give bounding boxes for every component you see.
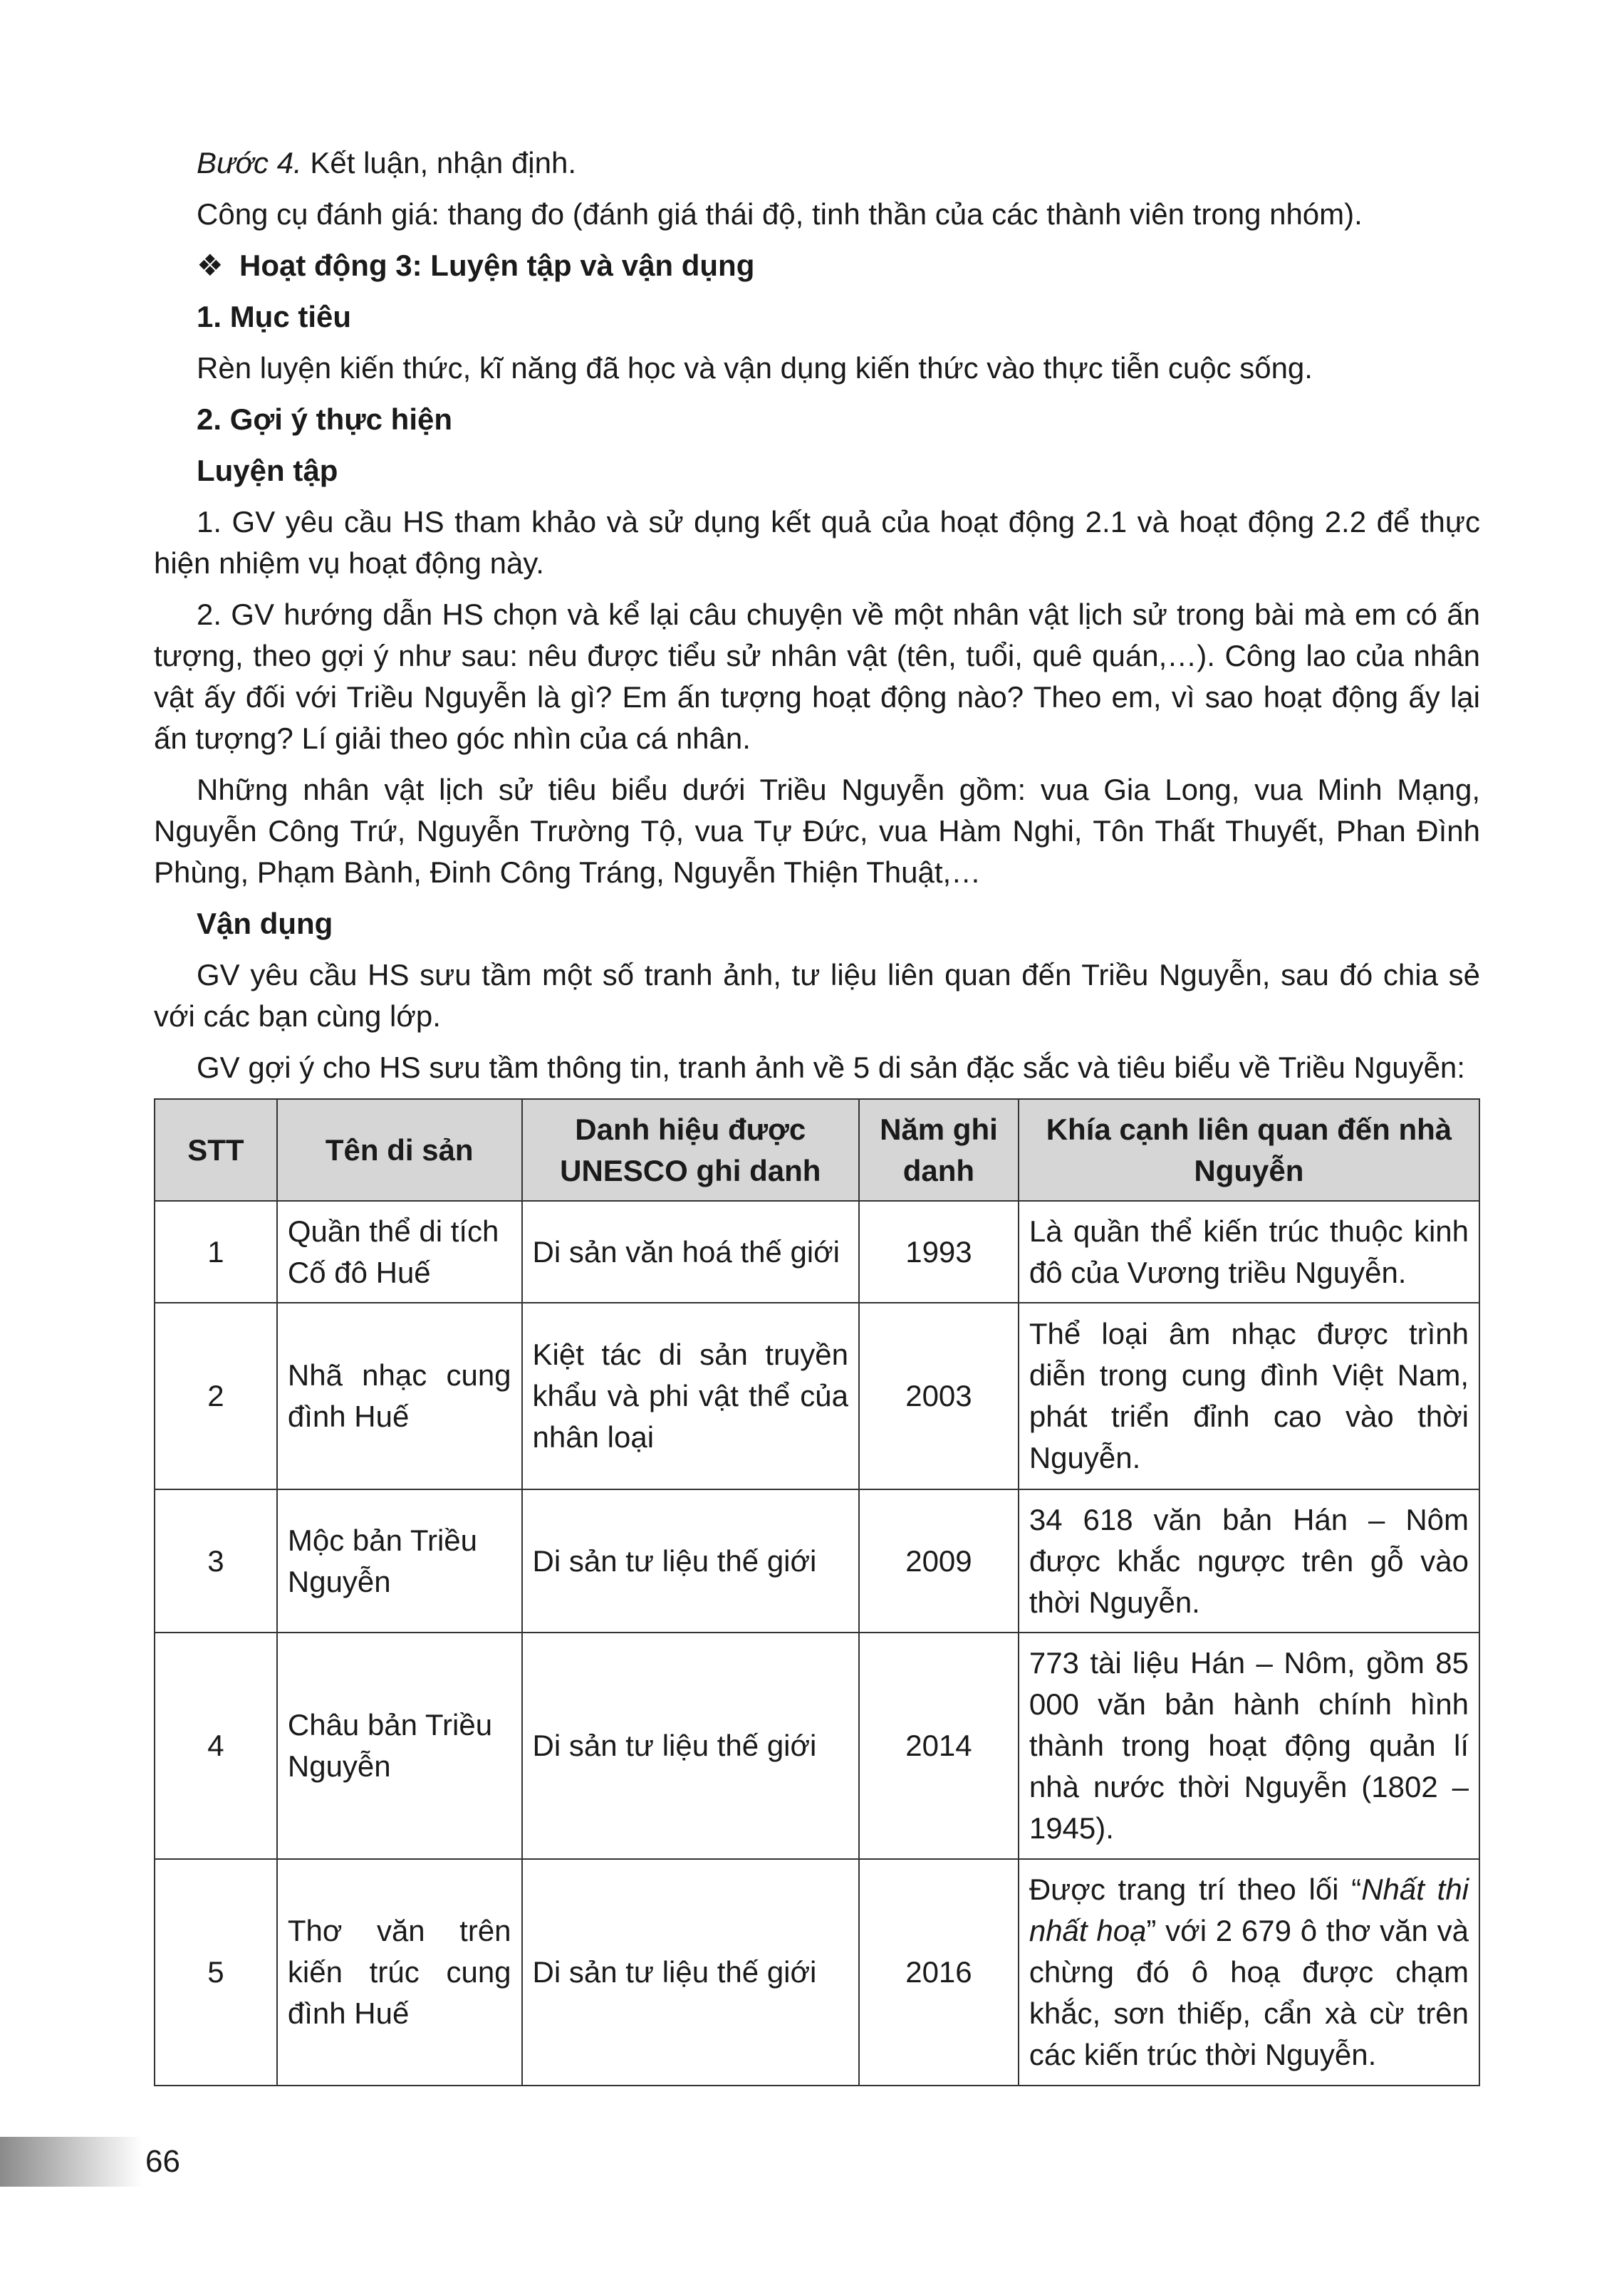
- aspect-text-italic: Nhất thi nhất hoạ: [1029, 1873, 1469, 1947]
- page-number: 66: [145, 2144, 180, 2179]
- cell-stt: 4: [155, 1633, 277, 1859]
- heritage-table: [154, 1098, 1480, 2086]
- cell-aspect: 34 618 văn bản Hán – Nôm được khắc ngược trên gỗ vào thời Nguyễn.: [1019, 1489, 1479, 1633]
- cell-stt: 2: [155, 1303, 277, 1489]
- table-row: [155, 1489, 1479, 1633]
- practice-heading: Luyện tập: [197, 454, 338, 487]
- cell-stt: 1: [155, 1201, 277, 1303]
- cell-year: 2009: [859, 1489, 1019, 1633]
- cell-year: 1993: [859, 1201, 1019, 1303]
- apply-item-2: GV gợi ý cho HS sưu tầm thông tin, tranh ảnh về 5 di sản đặc sắc và tiêu biểu về Triều Nguyễn:: [197, 1051, 1465, 1084]
- table-row: [155, 1859, 1479, 2086]
- activity-heading-text: Hoạt động 3: Luyện tập và vận dụng: [239, 249, 755, 282]
- header-aspect: Khía cạnh liên quan đến nhà Nguyễn: [1019, 1099, 1479, 1201]
- practice-item-2: 2. GV hướng dẫn HS chọn và kể lại câu chuyện về một nhân vật lịch sử trong bài mà em có ấn tượng, theo gợi ý như sau: nêu được tiểu sử nhân vật (tên, tuổi, quê quán,…). Công lao của nhân vật ấy đối với Triều Nguyễn là gì? Em ấn tượng hoạt động nào? Theo em, vì sao hoạt động ấy lại ấn tượng? Lí giải theo góc nhìn của cá nhân.: [154, 598, 1480, 755]
- diamond-bullet-icon: ❖: [197, 249, 224, 282]
- cell-aspect: [1019, 1859, 1479, 2086]
- cell-name: Châu bản Triều Nguyễn: [277, 1633, 522, 1859]
- table-row: [155, 1303, 1479, 1489]
- cell-title: Di sản tư liệu thế giới: [522, 1859, 859, 2086]
- step-text: Kết luận, nhận định.: [301, 146, 577, 179]
- cell-aspect: 773 tài liệu Hán – Nôm, gồm 85 000 văn bản hành chính hình thành trong hoạt động quản lí nhà nước thời Nguyễn (1802 – 1945).: [1019, 1633, 1479, 1859]
- header-stt: STT: [155, 1099, 277, 1201]
- cell-aspect: Thể loại âm nhạc được trình diễn trong cung đình Việt Nam, phát triển đỉnh cao vào thời Nguyễn.: [1019, 1303, 1479, 1489]
- step-label: Bước 4.: [197, 146, 302, 179]
- cell-title: Di sản văn hoá thế giới: [522, 1201, 859, 1303]
- suggest-heading: 2. Gợi ý thực hiện: [197, 402, 453, 436]
- practice-item-1: 1. GV yêu cầu HS tham khảo và sử dụng kết quả của hoạt động 2.1 và hoạt động 2.2 để thực hiện nhiệm vụ hoạt động này.: [154, 505, 1480, 580]
- header-year: Năm ghi danh: [859, 1099, 1019, 1201]
- table-row: [155, 1201, 1479, 1303]
- cell-stt: 3: [155, 1489, 277, 1633]
- header-name: Tên di sản: [277, 1099, 522, 1201]
- cell-title: Di sản tư liệu thế giới: [522, 1489, 859, 1633]
- cell-stt: 5: [155, 1859, 277, 2086]
- cell-year: 2016: [859, 1859, 1019, 2086]
- cell-name: Mộc bản Triều Nguyễn: [277, 1489, 522, 1633]
- activity-heading: [154, 245, 1480, 286]
- page-content: [154, 142, 1480, 2086]
- cell-year: 2014: [859, 1633, 1019, 1859]
- assessment-tool: Công cụ đánh giá: thang đo (đánh giá thái độ, tinh thần của các thành viên trong nhóm).: [197, 197, 1363, 231]
- apply-item-1: GV yêu cầu HS sưu tầm một số tranh ảnh, tư liệu liên quan đến Triều Nguyễn, sau đó chia sẻ với các bạn cùng lớp.: [154, 958, 1480, 1033]
- header-title: Danh hiệu được UNESCO ghi danh: [522, 1099, 859, 1201]
- apply-heading: Vận dụng: [197, 907, 333, 940]
- aspect-text-post: ” với 2 679 ô thơ văn và chừng đó ô hoạ được chạm khắc, sơn thiếp, cẩn xà cừ trên các kiến trúc thời Nguyễn.: [1029, 1914, 1469, 2071]
- goal-heading: 1. Mục tiêu: [197, 300, 352, 333]
- cell-name: Nhã nhạc cung đình Huế: [277, 1303, 522, 1489]
- table-header-row: [155, 1099, 1479, 1201]
- cell-year: 2003: [859, 1303, 1019, 1489]
- historical-figures: Những nhân vật lịch sử tiêu biểu dưới Triều Nguyễn gồm: vua Gia Long, vua Minh Mạng, Nguyễn Công Trứ, Nguyễn Trường Tộ, vua Tự Đức, vua Hàm Nghi, Tôn Thất Thuyết, Phan Đình Phùng, Phạm Bành, Đinh Công Tráng, Nguyễn Thiện Thuật,…: [154, 773, 1480, 889]
- page-number-bar: [0, 2137, 142, 2187]
- cell-aspect: Là quần thể kiến trúc thuộc kinh đô của Vương triều Nguyễn.: [1019, 1201, 1479, 1303]
- step-conclusion: [154, 142, 1480, 184]
- cell-name: Thơ văn trên kiến trúc cung đình Huế: [277, 1859, 522, 2086]
- aspect-text-pre: Được trang trí theo lối “: [1029, 1873, 1362, 1906]
- table-row: [155, 1633, 1479, 1859]
- cell-name: Quần thể di tích Cố đô Huế: [277, 1201, 522, 1303]
- cell-title: Kiệt tác di sản truyền khẩu và phi vật thể của nhân loại: [522, 1303, 859, 1489]
- cell-title: Di sản tư liệu thế giới: [522, 1633, 859, 1859]
- goal-text: Rèn luyện kiến thức, kĩ năng đã học và vận dụng kiến thức vào thực tiễn cuộc sống.: [197, 351, 1313, 385]
